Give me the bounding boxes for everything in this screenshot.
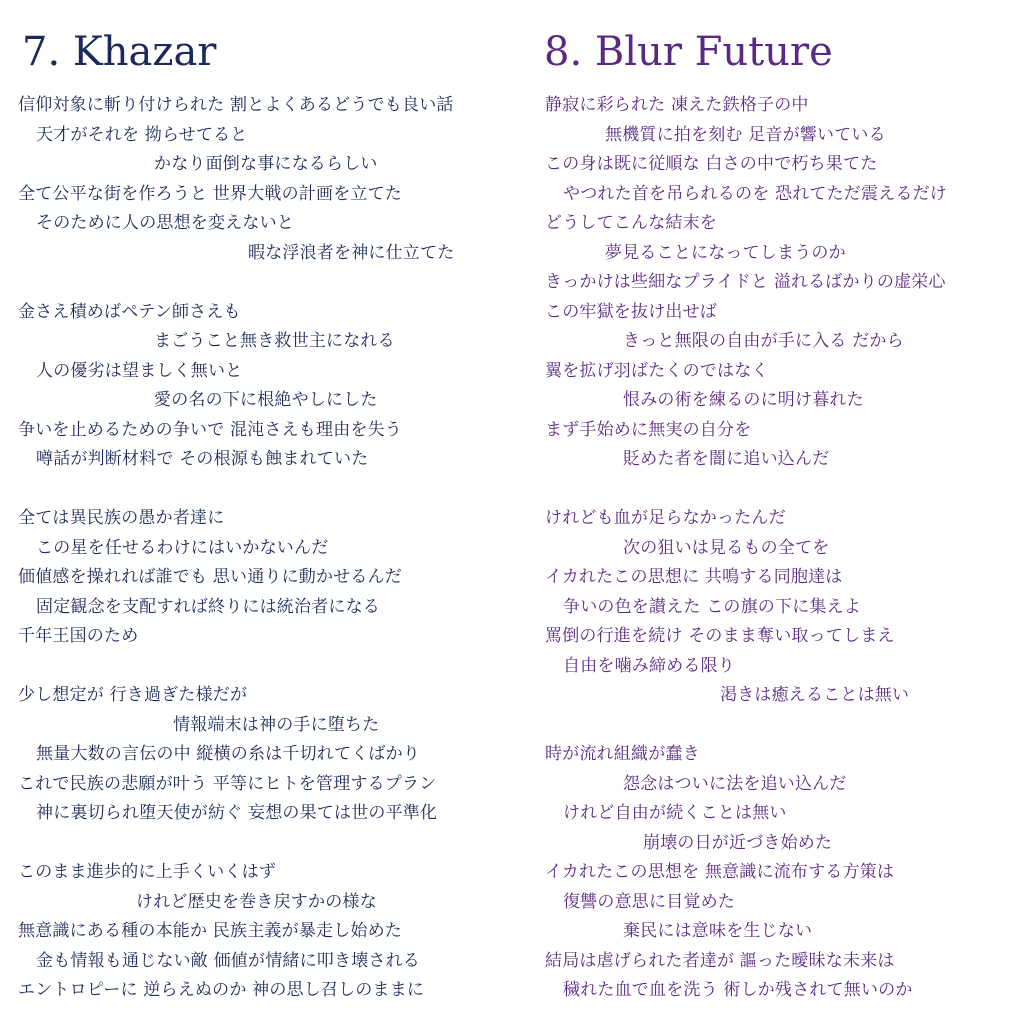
khazar-lyrics (18, 91, 454, 1006)
stanza-break (545, 475, 947, 505)
stanza-break (18, 829, 454, 859)
lyric-line: まごうこと無き救世主になれる (154, 331, 395, 351)
stanza-break (18, 475, 454, 505)
lyric-line: けれど自由が続くことは無い (563, 803, 787, 823)
lyric-line: この牢獄を抜け出せば (545, 301, 717, 322)
lyric-line: 恨みの術を練るのに明け暮れた (623, 390, 864, 410)
lyric-line: 暇な浮浪者を神に仕立てた (248, 242, 455, 263)
lyric-line: 翼を拡げ羽ばたくのではなく (545, 360, 769, 381)
lyric-line: 穢れた血で血を洗う 術しか残されて無いのか (563, 980, 913, 1000)
lyric-line: この身は既に従順な 白さの中で朽ち果てた (545, 154, 878, 174)
lyric-line: 情報端末は神の手に堕ちた (173, 714, 380, 735)
lyric-line: 無意識にある種の本能か 民族主義が暴走し始めた (18, 921, 403, 941)
stanza-break (18, 652, 454, 682)
khazar-title: 7. Khazar (22, 29, 217, 75)
lyric-line: 次の狙いは見るもの全てを (623, 537, 830, 558)
lyric-line: 愛の名の下に根絶やしにした (154, 390, 378, 410)
blur-future-lyrics (545, 91, 947, 1006)
stanza-break (18, 268, 454, 298)
lyric-line: イカれたこの思想を 無意識に流布する方策は (545, 862, 895, 882)
lyric-line: この星を任せるわけにはいかないんだ (36, 537, 329, 558)
lyric-line: 千年王国のため (18, 626, 139, 646)
lyric-line: エントロピーに 逆らえぬのか 神の思し召しのままに (18, 980, 425, 1000)
lyric-line: 静寂に彩られた 凍えた鉄格子の中 (545, 95, 809, 115)
lyric-line: けれど歴史を巻き戻すかの様な (136, 891, 377, 912)
lyric-line: 自由を噛み締める限り (563, 655, 735, 676)
lyric-line: 罵倒の行進を続け そのまま奪い取ってしまえ (545, 626, 895, 646)
lyric-line: まず手始めに無実の自分を (545, 419, 752, 440)
lyric-line: 復讐の意思に目覚めた (563, 891, 735, 912)
lyric-line: 結局は虐げられた者達が 謳った曖昧な未来は (545, 950, 895, 971)
lyric-line: このまま進歩的に上手くいくはず (18, 862, 276, 882)
lyric-line: 固定観念を支配すれば終りには統治者になる (36, 596, 380, 617)
lyric-line: 全ては異民族の愚か者達に (18, 508, 225, 528)
lyric-line: きっと無限の自由が手に入る だから (623, 331, 904, 351)
lyric-line: けれども血が足らなかったんだ (545, 508, 786, 528)
lyric-line: これで民族の悲願が叶う 平等にヒトを管理するプラン (18, 773, 437, 794)
lyric-line: 崩壊の日が近づき始めた (643, 832, 833, 853)
lyric-line: 全て公平な街を作ろうと 世界大戦の計画を立てた (18, 183, 403, 204)
lyric-line: 怨念はついに法を追い込んだ (623, 773, 847, 794)
lyric-line: 棄民には意味を生じない (623, 921, 813, 941)
lyric-line: 金も情報も通じない敵 価値が情緒に叩き壊される (36, 950, 421, 971)
lyric-line: 無量大数の言伝の中 縦横の糸は千切れてくばかり (36, 744, 421, 764)
lyric-line: 少し想定が 行き過ぎた様だが (18, 685, 248, 705)
lyric-line: 貶めた者を闇に追い込んだ (623, 449, 830, 469)
lyric-line: 渇きは癒えることは無い (720, 685, 910, 705)
stanza-break (545, 711, 947, 741)
lyric-line: 夢見ることになってしまうのか (605, 242, 846, 263)
lyric-line: 時が流れ組織が蠢き (545, 744, 700, 764)
lyric-line: 信仰対象に斬り付けられた 割とよくあるどうでも良い話 (18, 95, 454, 115)
lyric-line: 争いの色を讃えた この旗の下に集えよ (563, 596, 862, 617)
lyric-line: やつれた首を吊られるのを 恐れてただ震えるだけ (563, 183, 948, 204)
lyric-line: どうしてこんな結末を (545, 213, 717, 233)
lyric-line: そのために人の思想を変えないと (36, 213, 294, 233)
lyric-line: 争いを止めるための争いで 混沌さえも理由を失う (18, 419, 403, 440)
lyric-line: 噂話が判断材料で その根源も蝕まれていた (36, 449, 369, 469)
lyric-line: 神に裏切られ堕天使が紡ぐ 妄想の果ては世の平準化 (36, 803, 438, 823)
lyric-line: 金さえ積めばペテン師さえも (18, 301, 241, 322)
lyric-line: かなり面倒な事になるらしい (154, 154, 378, 174)
lyric-line: 無機質に拍を刻む 足音が響いている (605, 124, 886, 145)
lyric-line: 天才がそれを 拗らせてると (36, 124, 248, 145)
lyric-line: 価値感を操れれば誰でも 思い通りに動かせるんだ (18, 567, 403, 587)
lyric-line: きっかけは些細なプライドと 溢れるばかりの虚栄心 (545, 272, 946, 292)
blur-future-title: 8. Blur Future (544, 29, 833, 75)
lyric-line: イカれたこの思想に 共鳴する同胞達は (545, 567, 843, 587)
lyric-line: 人の優劣は望ましく無いと (36, 360, 243, 381)
